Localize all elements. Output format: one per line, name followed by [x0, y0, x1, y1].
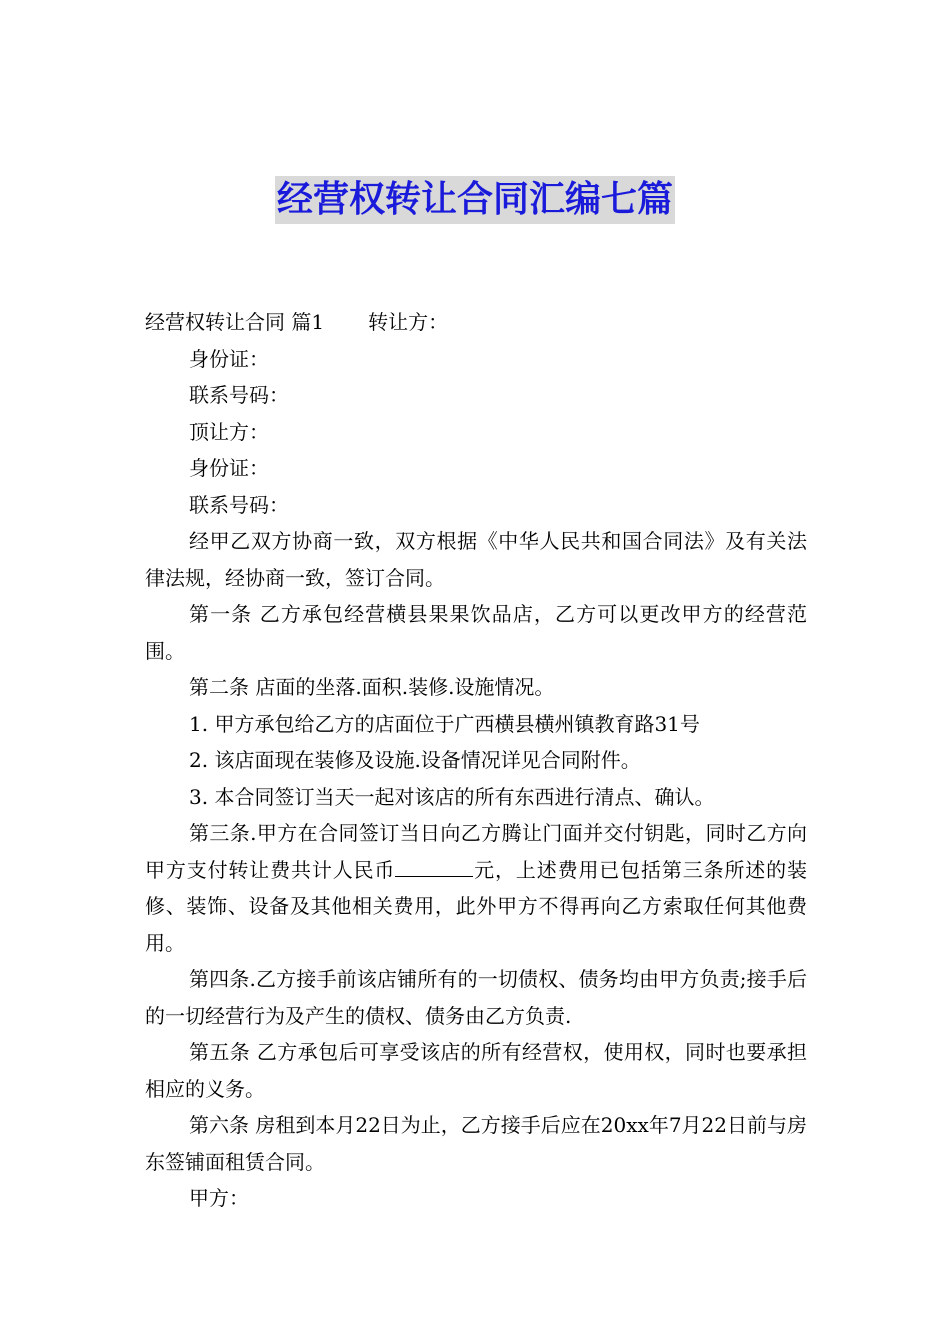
transferor-label: 转让方：	[368, 310, 449, 334]
article-3	[145, 815, 807, 961]
document-body	[145, 304, 807, 1217]
phone-line-1: 联系号码：	[189, 383, 289, 407]
article-2-item-1: 1. 甲方承包给乙方的店面位于广西横县横州镇教育路31号	[189, 711, 700, 736]
article-6: 第六条 房租到本月22日为止，乙方接手后应在20xx年7月22日前与房东签铺面租赁合同。	[145, 1113, 807, 1174]
document-title: 经营权转让合同汇编七篇	[275, 176, 675, 224]
article-5: 第五条 乙方承包后可享受该店的所有经营权，使用权，同时也要承担相应的义务。	[145, 1040, 807, 1101]
article-2-item-2: 2. 该店面现在装修及设施.设备情况详见合同附件。	[189, 748, 641, 772]
id-card-line-2: 身份证：	[189, 456, 269, 480]
id-card-line-1: 身份证：	[189, 346, 269, 371]
phone-line-2: 联系号码：	[189, 492, 289, 517]
contract-heading-label: 经营权转让合同 篇1	[145, 310, 325, 334]
article-2-item-3: 3. 本合同签订当天一起对该店的所有东西进行清点、确认。	[189, 784, 715, 809]
party-a-label: 甲方：	[189, 1186, 249, 1210]
article-3-after: 元，上述费用已包括第三条所述的装修、装饰、设备及其他相关费用，此外甲方不得再向乙方索取任何其他费用。	[145, 857, 808, 955]
transferee-line: 顶让方：	[189, 419, 269, 444]
intro-paragraph: 经甲乙双方协商一致，双方根据《中华人民共和国合同法》及有关法律法规，经协商一致，签订合同。	[145, 529, 807, 590]
title-wrap	[0, 176, 950, 224]
article-2: 第二条 店面的坐落.面积.装修.设施情况。	[189, 675, 555, 699]
contract-heading	[145, 304, 807, 341]
fee-blank-line	[395, 852, 473, 877]
article-1: 第一条 乙方承包经营横县果果饮品店，乙方可以更改甲方的经营范围。	[145, 602, 807, 663]
article-4: 第四条.乙方接手前该店铺所有的一切债权、债务均由甲方负责;接手后的一切经营行为及产生的债权、债务由乙方负责.	[145, 967, 807, 1028]
article-3-before: 第三条.甲方在合同签订当日向乙方腾让门面并交付钥匙，同时乙方向甲方支付转让费共计人民币	[145, 821, 807, 882]
